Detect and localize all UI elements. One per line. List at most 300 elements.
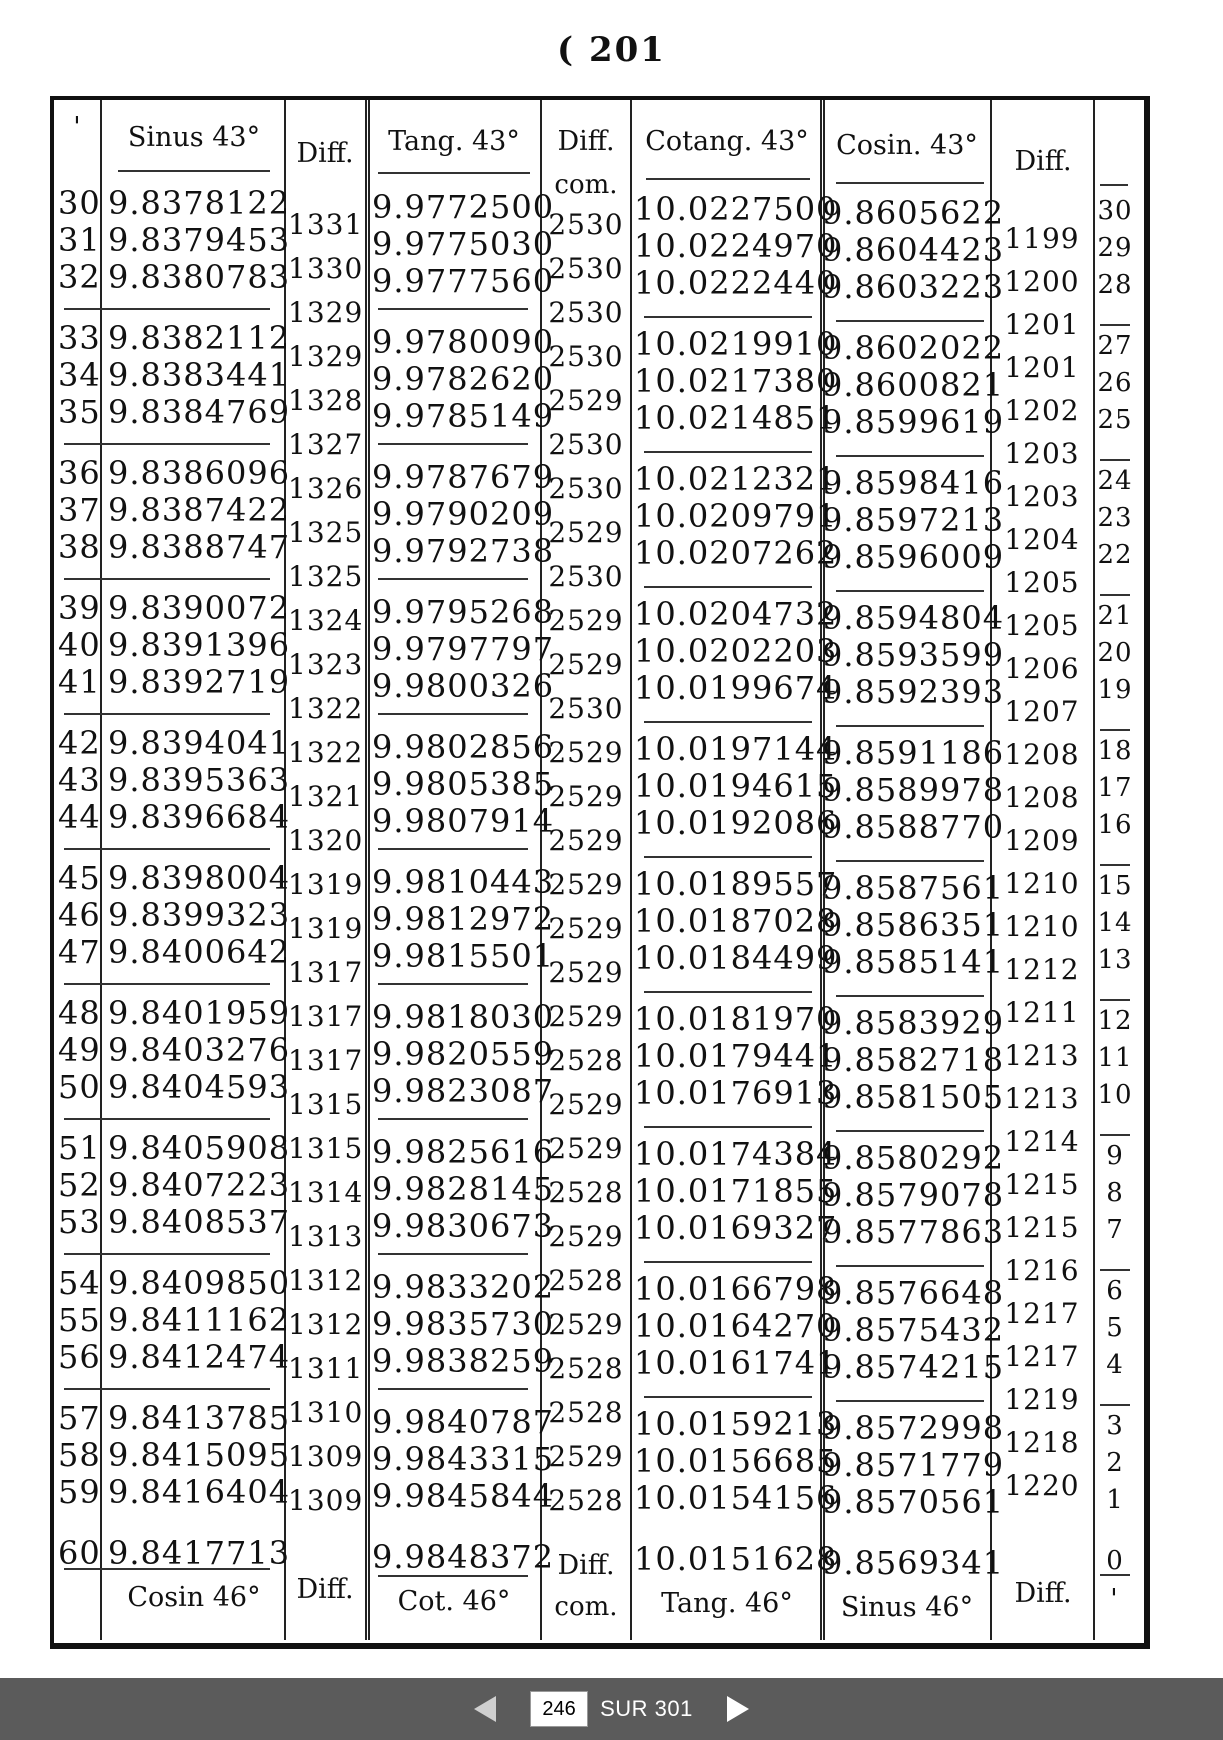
tang-value: 9.9775030 [372,225,555,263]
diff-com: 2529 [548,956,624,989]
group-rule [1100,594,1130,596]
diff-sinus: 1311 [288,1352,364,1385]
tang-value: 9.9797797 [372,630,555,668]
diff-com: 2528 [548,1176,624,1209]
tang-value: 9.9833202 [372,1268,555,1306]
sinus-value: 9.8384769 [108,393,291,431]
diff-sinus: 1312 [288,1264,364,1297]
cotang-value: 10.0159213 [634,1405,838,1443]
minute-left: 46 [58,896,101,934]
group-rule [64,1388,270,1390]
minute-left: 55 [58,1301,101,1339]
tang-value: 9.9838259 [372,1342,555,1380]
diff-cosin: 1208 [1004,781,1080,814]
tang-value: 9.9802856 [372,728,555,766]
tang-value: 9.9843315 [372,1440,555,1478]
diff-cosin: 1210 [1004,867,1080,900]
group-rule [1100,1134,1130,1136]
cosin-value: 9.8582718 [822,1041,1005,1079]
diff-com: 2529 [548,516,624,549]
minute-left: 45 [58,859,101,897]
diff-com: 2529 [548,1088,624,1121]
cotang-value: 10.0171855 [634,1172,838,1210]
tang-value: 9.9820559 [372,1035,555,1073]
page-navigation-bar [0,1678,1223,1740]
diff-sinus: 1325 [288,516,364,549]
group-rule [836,725,984,727]
diff-cosin: 1218 [1004,1426,1080,1459]
diff-cosin: 1213 [1004,1082,1080,1115]
diff-com: 2529 [548,384,624,417]
cosin-value: 9.8592393 [822,673,1005,711]
footer-diff-cosin: Diff. [1014,1578,1072,1609]
minute-left: 42 [58,724,101,762]
header-cotang: Cotang. 43° [645,126,809,157]
tang-value: 9.9792738 [372,532,555,570]
cosin-value: 9.8591186 [822,734,1005,772]
cotang-value: 10.0194615 [634,767,838,805]
minute-right: 5 [1106,1313,1124,1343]
sinus-value: 9.8394041 [108,724,291,762]
diff-com: 2528 [548,1044,624,1077]
group-rule [644,316,812,318]
cotang-value: 10.0176913 [634,1074,838,1112]
group-rule [378,983,528,985]
tang-value: 9.9815501 [372,937,555,975]
diff-cosin: 1215 [1004,1168,1080,1201]
minute-right: 1 [1106,1485,1124,1515]
diff-sinus: 1327 [288,428,364,461]
minute-left: 35 [58,393,101,431]
diff-cosin: 1200 [1004,265,1080,298]
sinus-value: 9.8386096 [108,454,291,492]
cotang-value: 10.0154156 [634,1479,838,1517]
diff-com: 2529 [548,1440,624,1473]
minute-right: 29 [1097,233,1133,263]
cosin-value: 9.8604423 [822,231,1005,269]
minute-left: 38 [58,528,101,566]
cosin-value: 9.8605622 [822,194,1005,232]
group-rule [378,848,528,850]
diff-sinus: 1331 [288,208,364,241]
cosin-value: 9.8579078 [822,1176,1005,1214]
minute-left: 57 [58,1399,101,1437]
diff-com: 2530 [548,692,624,725]
group-rule [64,848,270,850]
diff-sinus: 1320 [288,824,364,857]
cotang-value: 10.0174384 [634,1135,838,1173]
tang-value: 9.9807914 [372,802,555,840]
diff-cosin: 1212 [1004,953,1080,986]
footer-sinus: Sinus 46° [840,1592,974,1623]
group-rule [378,1388,528,1390]
header-rule [646,178,810,180]
footer-diff-com: Diff. [557,1550,615,1581]
footer-tang: Tang. 46° [661,1588,793,1619]
group-rule [836,320,984,322]
diff-cosin: 1206 [1004,652,1080,685]
diff-cosin: 1203 [1004,480,1080,513]
cosin-value: 9.8599619 [822,403,1005,441]
page-number: ( 201 [557,30,666,70]
minute-right: 22 [1097,540,1133,570]
minute-left: 58 [58,1436,101,1474]
group-rule [64,308,270,310]
diff-com: 2528 [548,1264,624,1297]
sinus-value: 9.8405908 [108,1129,291,1167]
diff-cosin: 1214 [1004,1125,1080,1158]
page-count-label: SUR 301 [600,1696,693,1721]
sinus-value: 9.8383441 [108,356,291,394]
sinus-value: 9.8392719 [108,663,291,701]
footer-cosin: Cosin 46° [127,1582,261,1613]
minute-left: 40 [58,626,101,664]
cosin-value: 9.8589978 [822,771,1005,809]
diff-sinus: 1321 [288,780,364,813]
sinus-value: 9.8399323 [108,896,291,934]
col-rule [365,100,370,1640]
minute-left: 44 [58,798,101,836]
tang-value: 9.9823087 [372,1072,555,1110]
diff-com: 2529 [548,736,624,769]
minute-left: 34 [58,356,101,394]
diff-cosin: 1216 [1004,1254,1080,1287]
cosin-value: 9.8598416 [822,464,1005,502]
cotang-value: 10.0224970 [634,227,838,265]
cotang-value: 10.0189557 [634,865,838,903]
cotang-value: 10.0212321 [634,460,838,498]
minute-left: 32 [58,258,101,296]
sinus-value: 9.8407223 [108,1166,291,1204]
group-rule [644,1261,812,1263]
cotang-value: 10.0161741 [634,1344,838,1382]
cosin-value: 9.8603223 [822,268,1005,306]
minute-right: 27 [1097,331,1133,361]
tang-value: 9.9780090 [372,323,555,361]
group-rule [836,455,984,457]
tang-value: 9.9825616 [372,1133,555,1171]
diff-com: 2530 [548,208,624,241]
group-rule [836,1265,984,1267]
group-rule [64,578,270,580]
cosin-value: 9.8587561 [822,869,1005,907]
group-rule [644,586,812,588]
cosin-value: 9.8571779 [822,1446,1005,1484]
cosin-value: 9.8585141 [822,943,1005,981]
minute-right: 21 [1097,601,1133,631]
diff-cosin: 1201 [1004,308,1080,341]
diff-sinus: 1326 [288,472,364,505]
diff-com: 2529 [548,1132,624,1165]
tang-value: 9.9818030 [372,998,555,1036]
diff-sinus: 1325 [288,560,364,593]
header-sinus: Sinus 43° [127,122,261,153]
cotang-value: 10.0209791 [634,497,838,535]
cosin-value: 9.8597213 [822,501,1005,539]
group-rule [644,991,812,993]
minute-left: 41 [58,663,101,701]
sinus-value: 9.8400642 [108,933,291,971]
minute-right: 11 [1097,1043,1133,1073]
sinus-value: 9.8401959 [108,994,291,1032]
group-rule [378,1118,528,1120]
footer-minutes: ' [1110,1584,1118,1615]
header-rule [118,170,270,172]
diff-com: 2530 [548,428,624,461]
sinus-value: 9.8391396 [108,626,291,664]
diff-sinus: 1313 [288,1220,364,1253]
sinus-value: 9.8403276 [108,1031,291,1069]
minute-left: 56 [58,1338,101,1376]
sinus-value: 9.8416404 [108,1473,291,1511]
cotang-value: 10.0204732 [634,595,838,633]
diff-com: 2530 [548,252,624,285]
minute-left: 48 [58,994,101,1032]
minute-left: 52 [58,1166,101,1204]
tang-value: 9.9787679 [372,458,555,496]
diff-cosin: 1203 [1004,437,1080,470]
diff-cosin: 1210 [1004,910,1080,943]
minute-right: 23 [1097,503,1133,533]
group-rule [836,1400,984,1402]
cotang-value: 10.0199674 [634,669,838,707]
minute-right: 20 [1097,638,1133,668]
diff-cosin: 1211 [1004,996,1080,1029]
sinus-value: 9.8388747 [108,528,291,566]
diff-com: 2529 [548,1308,624,1341]
group-rule [836,590,984,592]
diff-com: 2530 [548,560,624,593]
sinus-value: 9.8412474 [108,1338,291,1376]
diff-sinus: 1322 [288,736,364,769]
minute-right: 0 [1106,1546,1124,1576]
minute-right: 17 [1097,773,1133,803]
minute-right: 9 [1106,1141,1124,1171]
minute-left: 54 [58,1264,101,1302]
group-rule [836,860,984,862]
tang-value: 9.9840787 [372,1403,555,1441]
cosin-value: 9.8570561 [822,1483,1005,1521]
diff-com: 2530 [548,296,624,329]
cotang-value: 10.0217380 [634,362,838,400]
diff-sinus: 1312 [288,1308,364,1341]
diff-cosin: 1217 [1004,1340,1080,1373]
diff-cosin: 1209 [1004,824,1080,857]
diff-com: 2528 [548,1484,624,1517]
group-rule [644,1396,812,1398]
diff-com: 2529 [548,780,624,813]
sinus-value: 9.8417713 [108,1534,291,1572]
cotang-value: 10.0166798 [634,1270,838,1308]
diff-sinus: 1317 [288,1044,364,1077]
diff-sinus: 1328 [288,384,364,417]
diff-sinus: 1319 [288,868,364,901]
cotang-value: 10.0214851 [634,399,838,437]
cosin-value: 9.8600821 [822,366,1005,404]
group-rule [64,1118,270,1120]
diff-cosin: 1202 [1004,394,1080,427]
diff-cosin: 1213 [1004,1039,1080,1072]
diff-sinus: 1322 [288,692,364,725]
page-number-input[interactable] [530,1691,588,1727]
cosin-value: 9.8569341 [822,1544,1005,1582]
sinus-value: 9.8408537 [108,1203,291,1241]
group-rule [836,995,984,997]
cosin-value: 9.8593599 [822,636,1005,674]
diff-sinus: 1317 [288,956,364,989]
previous-page-icon[interactable] [474,1696,496,1722]
minute-left: 39 [58,589,101,627]
diff-sinus: 1330 [288,252,364,285]
cotang-value: 10.0219910 [634,325,838,363]
cosin-value: 9.8577863 [822,1213,1005,1251]
group-rule [378,443,528,445]
diff-cosin: 1207 [1004,695,1080,728]
cosin-value: 9.8574215 [822,1348,1005,1386]
diff-cosin: 1220 [1004,1469,1080,1502]
diff-sinus: 1329 [288,296,364,329]
minute-left: 49 [58,1031,101,1069]
diff-com: 2529 [548,1220,624,1253]
tang-value: 9.9828145 [372,1170,555,1208]
cosin-value: 9.8586351 [822,906,1005,944]
header-rule [1100,184,1128,186]
minute-right: 15 [1097,871,1133,901]
minute-right: 13 [1097,945,1133,975]
header-minutes: ' [73,112,81,143]
diff-com: 2530 [548,472,624,505]
diff-sinus: 1315 [288,1088,364,1121]
minute-right: 7 [1106,1215,1124,1245]
diff-com: 2529 [548,912,624,945]
sinus-value: 9.8415095 [108,1436,291,1474]
minute-left: 37 [58,491,101,529]
cotang-value: 10.0179441 [634,1037,838,1075]
diff-com: 2529 [548,604,624,637]
diff-cosin: 1205 [1004,609,1080,642]
footer-diff-com-sub: com. [554,1592,618,1622]
minute-right: 4 [1106,1350,1124,1380]
sinus-value: 9.8380783 [108,258,291,296]
tang-value: 9.9812972 [372,900,555,938]
cotang-value: 10.0169327 [634,1209,838,1247]
cotang-value: 10.0164270 [634,1307,838,1345]
sinus-value: 9.8413785 [108,1399,291,1437]
minute-left: 59 [58,1473,101,1511]
sinus-value: 9.8390072 [108,589,291,627]
minute-left: 31 [58,221,101,259]
minute-right: 14 [1097,908,1133,938]
tang-value: 9.9805385 [372,765,555,803]
sinus-value: 9.8396684 [108,798,291,836]
cotang-value: 10.0181970 [634,1000,838,1038]
header-cosin: Cosin. 43° [836,130,978,161]
diff-cosin: 1205 [1004,566,1080,599]
minute-right: 24 [1097,466,1133,496]
diff-sinus: 1314 [288,1176,364,1209]
minute-right: 26 [1097,368,1133,398]
minute-left: 53 [58,1203,101,1241]
tang-value: 9.9777560 [372,262,555,300]
group-rule [836,1130,984,1132]
cosin-value: 9.8572998 [822,1409,1005,1447]
group-rule [378,578,528,580]
header-rule [836,182,984,184]
minute-left: 30 [58,184,101,222]
group-rule [644,721,812,723]
group-rule [1100,1269,1130,1271]
group-rule [378,308,528,310]
sinus-value: 9.8379453 [108,221,291,259]
minute-right: 2 [1106,1448,1124,1478]
minute-right: 19 [1097,675,1133,705]
diff-com: 2529 [548,824,624,857]
minute-right: 8 [1106,1178,1124,1208]
group-rule [1100,864,1130,866]
minute-right: 16 [1097,810,1133,840]
next-page-icon[interactable] [727,1696,749,1722]
tang-value: 9.9835730 [372,1305,555,1343]
tang-value: 9.9795268 [372,593,555,631]
cotang-value: 10.0197144 [634,730,838,768]
cotang-value: 10.0156685 [634,1442,838,1480]
group-rule [1100,459,1130,461]
tang-value: 9.9848372 [372,1538,555,1576]
tang-value: 9.9782620 [372,360,555,398]
tang-value: 9.9785149 [372,397,555,435]
group-rule [64,983,270,985]
diff-sinus: 1323 [288,648,364,681]
tang-value: 9.9830673 [372,1207,555,1245]
diff-com: 2530 [548,340,624,373]
cosin-value: 9.8596009 [822,538,1005,576]
group-rule [644,451,812,453]
cosin-value: 9.8576648 [822,1274,1005,1312]
group-rule [64,1253,270,1255]
group-rule [64,713,270,715]
header-diff-cosin: Diff. [1014,146,1072,177]
minute-right: 18 [1097,736,1133,766]
cosin-value: 9.8583929 [822,1004,1005,1042]
minute-left: 36 [58,454,101,492]
tang-value: 9.9790209 [372,495,555,533]
cosin-value: 9.8581505 [822,1078,1005,1116]
cosin-value: 9.8588770 [822,808,1005,846]
tang-value: 9.9845844 [372,1477,555,1515]
minute-right: 28 [1097,270,1133,300]
tang-value: 9.9772500 [372,188,555,226]
diff-cosin: 1217 [1004,1297,1080,1330]
minute-left: 50 [58,1068,101,1106]
diff-cosin: 1219 [1004,1383,1080,1416]
group-rule [644,856,812,858]
header-diff-sinus: Diff. [296,138,354,169]
sinus-value: 9.8387422 [108,491,291,529]
cotang-value: 10.0202203 [634,632,838,670]
sinus-value: 9.8404593 [108,1068,291,1106]
diff-sinus: 1317 [288,1000,364,1033]
diff-com: 2528 [548,1352,624,1385]
minute-right: 3 [1106,1411,1124,1441]
group-rule [1100,729,1130,731]
footer-diff: Diff. [296,1574,354,1605]
diff-sinus: 1310 [288,1396,364,1429]
diff-sinus: 1309 [288,1440,364,1473]
col-rule [1093,100,1095,1640]
cosin-value: 9.8602022 [822,329,1005,367]
cotang-value: 10.0227500 [634,190,838,228]
diff-sinus: 1324 [288,604,364,637]
